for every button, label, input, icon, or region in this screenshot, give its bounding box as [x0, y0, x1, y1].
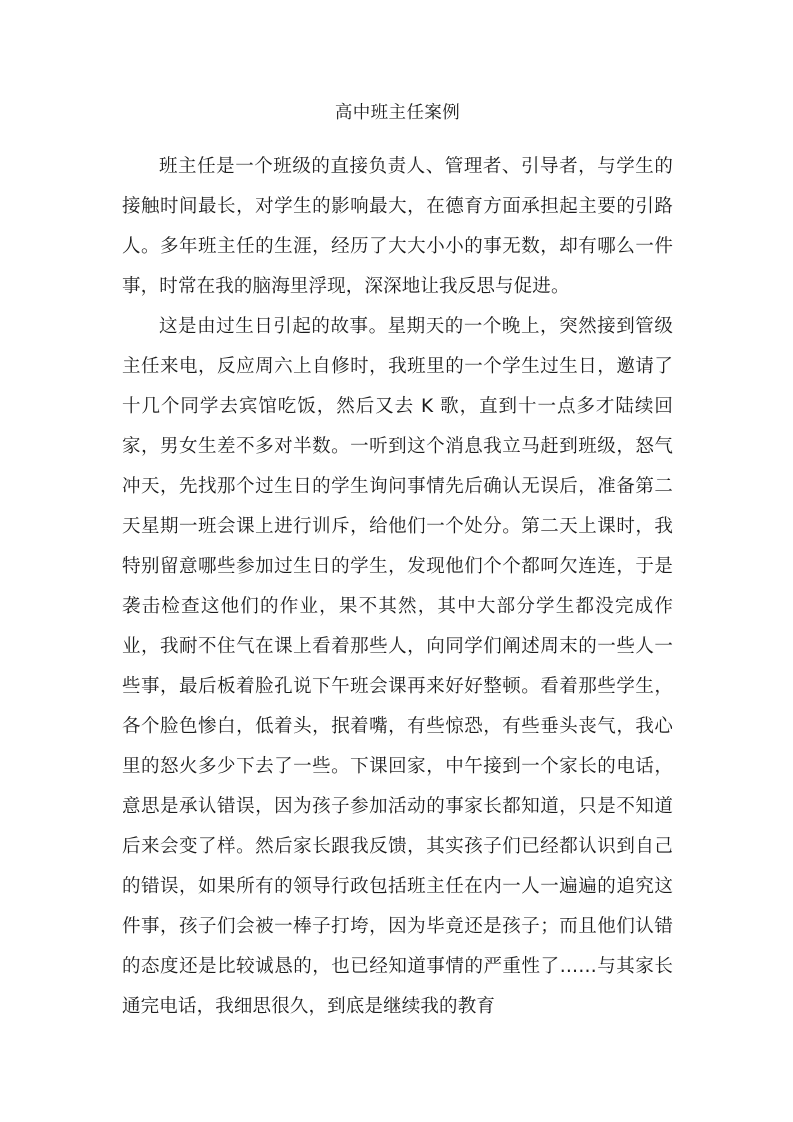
document-body [122, 0, 673, 1027]
paragraph-1: 班主任是一个班级的直接负责人、管理者、引导者，与学生的接触时间最长，对学生的影响最大，在德育方面承担起主要的引路人。多年班主任的生涯，经历了大大小小的事无数，却有哪么一件事，时常在我的脑海里浮现，深深地让我反思与促进。 [122, 156, 673, 297]
page-title: 高中班主任案例 [334, 103, 461, 123]
paragraph-2: 这是由过生日引起的故事。星期天的一个晚上，突然接到管级主任来电，反应周六上自修时，我班里的一个学生过生日，邀请了十几个同学去宾馆吃饭，然后又去 K 歌，直到十一点多才陆续回家，男女生差不多对半数。一听到这个消息我立马赶到班级，怒气冲天，先找那个过生日的学生询问事情先后确认无误后，准备第二天星期一班会课上进行训斥，给他们一个处分。第二天上课时，我特别留意哪些参加过生日的学生，发现他们个个都呵欠连连，于是袭击检查这他们的作业，果不其然，其中大部分学生都没完成作业，我耐不住气在课上看着那些人，向同学们阐述周末的一些人一些事，最后板着脸孔说下午班会课再来好好整顿。看着那些学生，各个脸色惨白，低着头，抿着嘴，有些惊恐，有些垂头丧气，我心里的怒火多少下去了一些。下课回家，中午接到一个家长的电话，意思是承认错误，因为孩子参加活动的事家长都知道，只是不知道后来会变了样。然后家长跟我反馈，其实孩子们已经都认识到自己的错误，如果所有的领导行政包括班主任在内一人一遍遍的追究这件事，孩子们会被一棒子打垮，因为毕竟还是孩子；而且他们认错的态度还是比较诚恳的，也已经知道事情的严重性了……与其家长通完电话，我细思很久，到底是继续我的教育 [122, 316, 673, 1017]
